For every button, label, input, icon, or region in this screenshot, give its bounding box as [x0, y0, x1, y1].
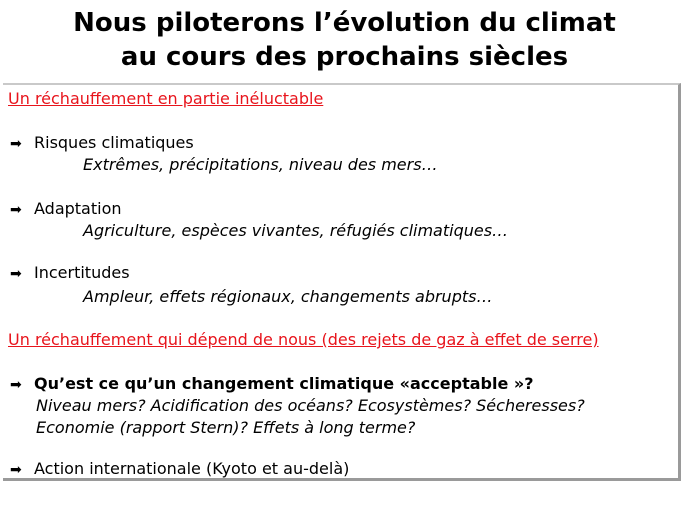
bullet-label: Incertitudes: [34, 263, 130, 282]
bullet-detail-risques: Extrêmes, précipitations, niveau des mers…: [83, 155, 438, 174]
section-1-heading: Un réchauffement en partie inéluctable: [8, 89, 324, 108]
bullet-label: Adaptation: [34, 199, 122, 218]
bullet-detail-incertitudes: Ampleur, effets régionaux, changements abrupts…: [83, 287, 493, 306]
bullet-item-risques: [10, 133, 194, 152]
bullet-item-action: [10, 459, 349, 478]
section-2-heading: Un réchauffement qui dépend de nous (des rejets de gaz à effet de serre): [8, 330, 599, 349]
title-line-2: au cours des prochains siècles: [120, 42, 569, 72]
arrow-right-icon: ➡: [10, 377, 22, 393]
slide-title: [0, 6, 689, 74]
arrow-right-icon: ➡: [10, 462, 22, 478]
bullet-detail-adaptation: Agriculture, espèces vivantes, réfugiés climatiques…: [83, 221, 509, 240]
bullet-label: Action internationale (Kyoto et au-delà): [34, 459, 350, 478]
arrow-right-icon: ➡: [10, 266, 22, 282]
bullet-detail-acceptable-1: Niveau mers? Acidification des océans? Ecosystèmes? Sécheresses?: [36, 396, 585, 415]
bullet-label: Risques climatiques: [34, 133, 194, 152]
title-line-1: Nous piloterons l’évolution du climat: [73, 8, 616, 38]
bullet-detail-acceptable-2: Economie (rapport Stern)? Effets à long terme?: [36, 418, 416, 437]
arrow-right-icon: ➡: [10, 136, 22, 152]
bullet-item-incertitudes: [10, 263, 130, 282]
bullet-item-acceptable: [10, 374, 534, 393]
bullet-item-adaptation: [10, 199, 122, 218]
arrow-right-icon: ➡: [10, 202, 22, 218]
bullet-label: Qu’est ce qu’un changement climatique «acceptable »?: [34, 374, 534, 393]
